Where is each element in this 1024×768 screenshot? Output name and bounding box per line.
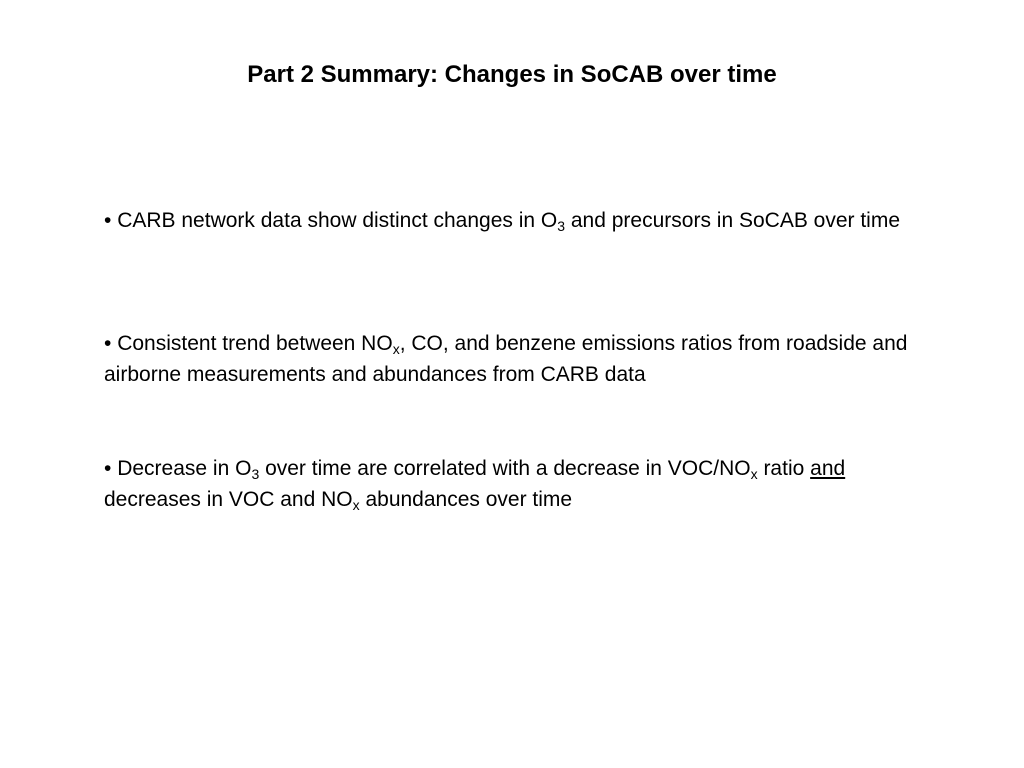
bullet-marker: •	[104, 332, 112, 355]
subscript: 3	[557, 218, 566, 234]
bullet-text: , CO, and benzene emissions ratios from roadside and airborne measurements and abundances from CARB data	[104, 332, 908, 386]
bullet-item	[104, 453, 944, 515]
bullet-text: Decrease in O	[117, 457, 252, 480]
bullet-text: decreases in VOC and NO	[104, 488, 353, 511]
slide-title: Part 2 Summary: Changes in SoCAB over time	[247, 61, 777, 88]
bullet-marker: •	[104, 457, 112, 480]
subscript: x	[392, 341, 400, 357]
bullet-item	[104, 328, 944, 390]
bullet-text: and precursors in SoCAB over time	[565, 209, 901, 232]
subscript: 3	[251, 466, 260, 482]
underlined-text: and	[810, 457, 846, 480]
subscript: x	[352, 497, 360, 513]
bullet-text: abundances over time	[359, 488, 573, 511]
subscript: x	[750, 466, 758, 482]
bullet-text: CARB network data show distinct changes in O	[117, 209, 558, 232]
bullet-text: over time are correlated with a decrease in VOC/NO	[259, 457, 751, 480]
bullet-text: ratio	[757, 457, 811, 480]
bullet-marker: •	[104, 209, 112, 232]
bullet-item	[104, 205, 944, 236]
bullet-text: Consistent trend between NO	[117, 332, 393, 355]
